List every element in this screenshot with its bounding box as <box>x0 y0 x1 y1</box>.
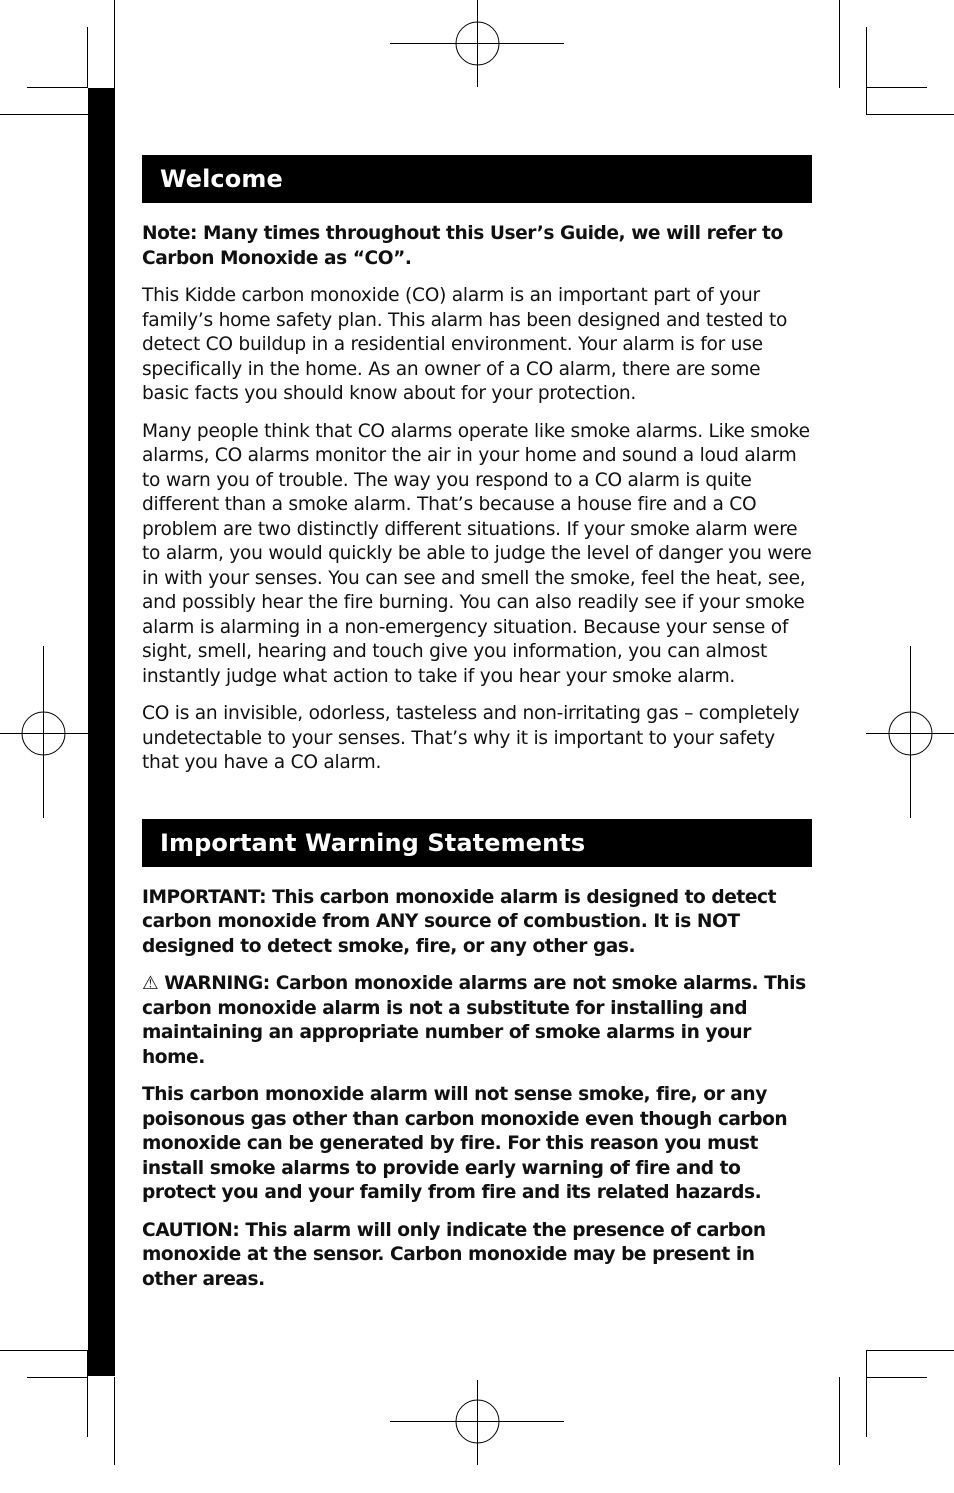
page-content <box>142 155 812 1292</box>
sense-statement: This carbon monoxide alarm will not sense smoke, fire, or any poisonous gas other than carbon monoxide even though carbon monoxide can be generated by fire. For this reason you must install smoke alarms to provide early warning of fire and to protect you and your family from fire and its related hazards. <box>142 1084 788 1203</box>
welcome-paragraph-2: Many people think that CO alarms operate like smoke alarms. Like smoke alarms, CO alarms monitor the air in your home and sound a loud alarm to warn you of trouble. The way you respond to a CO alarm is quite different than a smoke alarm. That’s because a house fire and a CO problem are two distinctly different situations. If your smoke alarm were to alarm, you would quickly be able to judge the level of danger you were in with your senses. You can see and smell the smoke, feel the heat, see, and possibly hear the fire burning. You can also readily see if your smoke alarm is alarming in a non-emergency situation. Because your sense of sight, smell, hearing and touch give you information, you can almost instantly judge what action to take if you hear your smoke alarm. <box>142 420 812 687</box>
black-side-tab <box>88 88 115 1376</box>
welcome-note: Note: Many times throughout this User’s Guide, we will refer to Carbon Monoxide as “CO”. <box>142 223 783 269</box>
warnings-header <box>142 819 812 867</box>
welcome-paragraph-3: CO is an invisible, odorless, tasteless and non-irritating gas – completely undetectable to your senses. That’s why it is important to your safety that you have a CO alarm. <box>142 703 800 773</box>
welcome-header <box>142 155 812 203</box>
welcome-title: Welcome <box>160 165 283 193</box>
caution-statement: CAUTION: This alarm will only indicate the presence of carbon monoxide at the sensor. Carbon monoxide may be present in other areas. <box>142 1219 766 1290</box>
warning-text: WARNING: Carbon monoxide alarms are not smoke alarms. This carbon monoxide alarm is not a substitute for installing and maintaining an appropriate number of smoke alarms in your home. <box>142 973 806 1068</box>
important-statement: IMPORTANT: This carbon monoxide alarm is designed to detect carbon monoxide from ANY source of combustion. It is NOT designed to detect smoke, fire, or any other gas. <box>142 886 777 957</box>
warnings-title: Important Warning Statements <box>160 828 586 857</box>
welcome-paragraph-1: This Kidde carbon monoxide (CO) alarm is an important part of your family’s home safety plan. This alarm has been designed and tested to detect CO buildup in a residential environment. Your alarm is for use specifically in the home. As an owner of a CO alarm, there are some basic facts you should know about for your protection. <box>142 285 788 404</box>
warning-triangle-icon: ⚠ <box>142 973 159 994</box>
warning-statement <box>142 972 812 1070</box>
